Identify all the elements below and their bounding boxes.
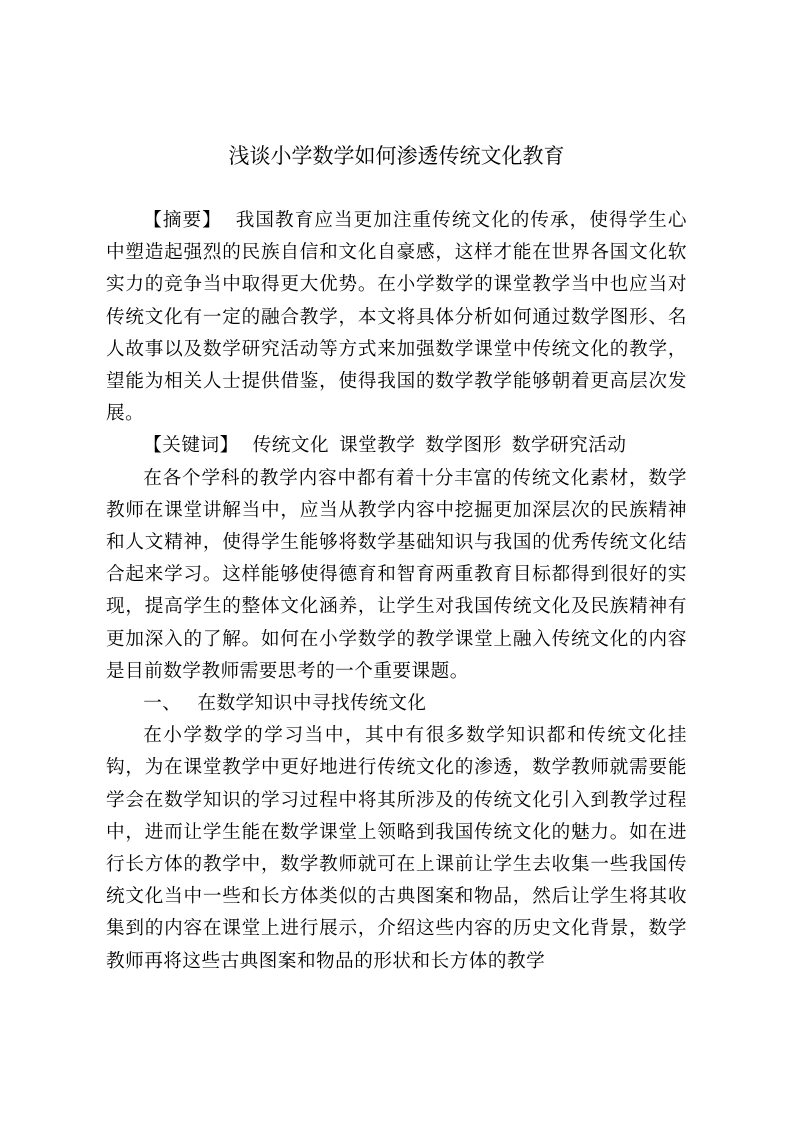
- keyword: 数学研究活动: [511, 435, 627, 457]
- section-number: 一、: [143, 693, 182, 715]
- document-title: 浅谈小学数学如何渗透传统文化教育: [228, 144, 565, 168]
- abstract-label: 【摘要】: [143, 210, 222, 231]
- keywords-line: [106, 430, 687, 462]
- document-body: [106, 205, 687, 978]
- section-title: 在数学知识中寻找传统文化: [197, 693, 427, 715]
- section-heading: [106, 688, 687, 720]
- keywords-label: 【关键词】: [143, 435, 239, 457]
- keyword: 数学图形: [425, 435, 502, 457]
- abstract-text: 我国教育应当更加注重传统文化的传承，使得学生心中塑造起强烈的民族自信和文化自豪感，这样才能在世界各国文化软实力的竞争当中取得更大优势。在小学数学的课堂教学当中也应当对传统文化有一定的融合教学，本文将具体分析如何通过数学图形、名人故事以及数学研究活动等方式来加强数学课堂中传统文化的教学，望能为相关人士提供借鉴，使得我国的数学教学能够朝着更高层次发展。: [106, 210, 687, 425]
- intro-paragraph: 在各个学科的教学内容中都有着十分丰富的传统文化素材，数学教师在课堂讲解当中，应当从教学内容中挖掘更加深层次的民族精神和人文精神，使得学生能够将数学基础知识与我国的优秀传统文化结合起来学习。这样能够使得德育和智育两重教育目标都得到很好的实现，提高学生的整体文化涵养，让学生对我国传统文化及民族精神有更加深入的了解。如何在小学数学的教学课堂上融入传统文化的内容是目前数学教师需要思考的一个重要课题。: [106, 467, 687, 682]
- keyword: 课堂教学: [339, 435, 416, 457]
- keyword: 传统文化: [252, 435, 330, 457]
- abstract-paragraph: [106, 205, 687, 430]
- section-paragraph: 在小学数学的学习当中，其中有很多数学知识都和传统文化挂钩，为在课堂教学中更好地进行传统文化的渗透，数学教师就需要能学会在数学知识的学习过程中将其所涉及的传统文化引入到教学过程中，进而让学生能在数学课堂上领略到我国传统文化的魅力。如在进行长方体的教学中，数学教师就可在上课前让学生去收集一些我国传统文化当中一些和长方体类似的古典图案和物品，然后让学生将其收集到的内容在课堂上进行展示，介绍这些内容的历史文化背景，数学教师再将这些古典图案和物品的形状和长方体的教学: [106, 725, 687, 972]
